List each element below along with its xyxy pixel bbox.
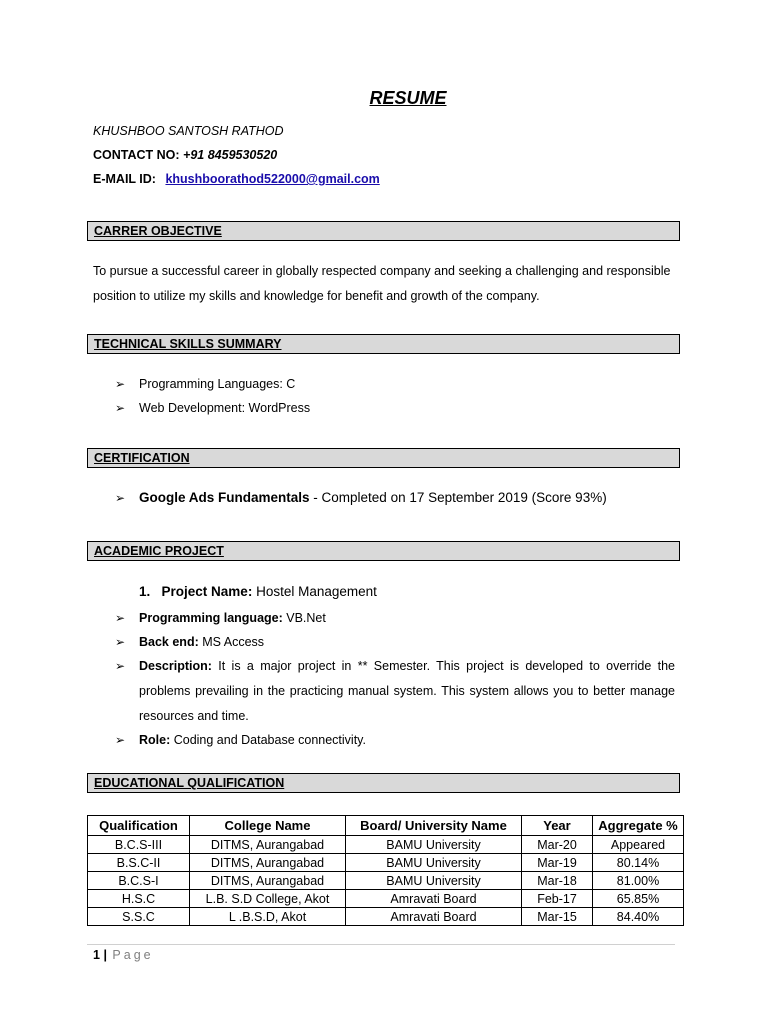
arrow-bullet-icon: ➢ [115,659,126,673]
table-cell: BAMU University [346,872,522,890]
section-header-project [87,541,680,561]
section-header-education [87,773,680,793]
description-text: It is a major project in ** Semester. This project is developed to override the problems prevailing in the practicing manual system. This system allows you to better manage resources and time. [139,659,675,723]
language-value: VB.Net [282,611,326,625]
table-row [88,836,684,854]
table-cell: DITMS, Aurangabad [190,872,346,890]
table-cell: BAMU University [346,854,522,872]
page-label: Page [112,948,154,962]
table-cell: L.B. S.D College, Akot [190,890,346,908]
section-header-objective [87,221,680,241]
list-item [115,635,264,649]
column-header: Qualification [88,816,190,836]
objective-text: To pursue a successful career in globally respected company and seeking a challenging and responsible position to utilize my skills and knowledge for benefit and growth of the company. [93,264,671,303]
section-title: EDUCATIONAL QUALIFICATION [94,776,285,790]
list-item [115,490,607,505]
education-table [87,815,684,926]
list-item [115,401,310,415]
project-name-label: Project Name: [161,584,253,599]
email-link[interactable]: khushboorathod522000@gmail.com [165,172,380,186]
footer-divider [87,944,675,945]
table-cell: Mar-18 [522,872,593,890]
table-cell: B.C.S-III [88,836,190,854]
role-label: Role: [139,733,171,747]
email-label: E-MAIL ID: [93,172,156,186]
skill-text: Web Development: WordPress [139,401,311,415]
table-cell: 81.00% [593,872,684,890]
backend-value: MS Access [198,635,265,649]
table-cell: 84.40% [593,908,684,926]
section-header-certification [87,448,680,468]
table-cell: Appeared [593,836,684,854]
table-row [88,854,684,872]
table-cell: Amravati Board [346,890,522,908]
table-row [88,872,684,890]
column-header: Year [522,816,593,836]
contact-email [93,172,380,186]
arrow-bullet-icon: ➢ [115,635,126,649]
description-label: Description: [139,659,212,673]
section-title: CARRER OBJECTIVE [94,224,222,238]
table-cell: Amravati Board [346,908,522,926]
table-cell: B.C.S-I [88,872,190,890]
table-cell: 65.85% [593,890,684,908]
list-item [115,611,326,625]
skill-text: Programming Languages: C [139,377,296,391]
table-cell: S.S.C [88,908,190,926]
footer-separator: | [103,948,107,962]
certification-detail: - Completed on 17 September 2019 (Score 93%) [309,490,607,505]
table-cell: DITMS, Aurangabad [190,836,346,854]
phone-value: +91 8459530520 [183,148,278,162]
backend-label: Back end: [139,635,199,649]
contact-phone [93,148,277,162]
certification-name: Google Ads Fundamentals [139,490,310,505]
section-title: ACADEMIC PROJECT [94,544,224,558]
table-header-row [88,816,684,836]
project-name: Hostel Management [252,584,377,599]
description-body [115,654,675,729]
language-label: Programming language: [139,611,283,625]
table-cell: L .B.S.D, Akot [190,908,346,926]
arrow-bullet-icon: ➢ [115,491,126,505]
list-item [115,733,366,747]
table-cell: BAMU University [346,836,522,854]
arrow-bullet-icon: ➢ [115,611,126,625]
table-cell: Mar-19 [522,854,593,872]
column-header: Aggregate % [593,816,684,836]
table-row [88,890,684,908]
arrow-bullet-icon: ➢ [115,733,126,747]
table-row [88,908,684,926]
column-header: College Name [190,816,346,836]
page-number: 1 [93,948,100,962]
column-header: Board/ University Name [346,816,522,836]
page-title: RESUME [369,88,447,108]
arrow-bullet-icon: ➢ [115,401,126,415]
section-title: TECHNICAL SKILLS SUMMARY [94,337,282,351]
role-value: Coding and Database connectivity. [170,733,366,747]
section-header-skills [87,334,680,354]
table-cell: Feb-17 [522,890,593,908]
list-item [115,654,675,729]
section-title: CERTIFICATION [94,451,190,465]
table-cell: DITMS, Aurangabad [190,854,346,872]
list-item [115,377,295,391]
table-cell: Mar-20 [522,836,593,854]
table-cell: H.S.C [88,890,190,908]
page-footer [93,948,154,962]
table-cell: B.S.C-II [88,854,190,872]
table-cell: 80.14% [593,854,684,872]
candidate-name: KHUSHBOO SANTOSH RATHOD [93,124,284,138]
table-cell: Mar-15 [522,908,593,926]
project-name-line [139,584,377,599]
project-number: 1. [139,584,151,599]
phone-label: CONTACT NO: [93,148,180,162]
arrow-bullet-icon: ➢ [115,377,126,391]
